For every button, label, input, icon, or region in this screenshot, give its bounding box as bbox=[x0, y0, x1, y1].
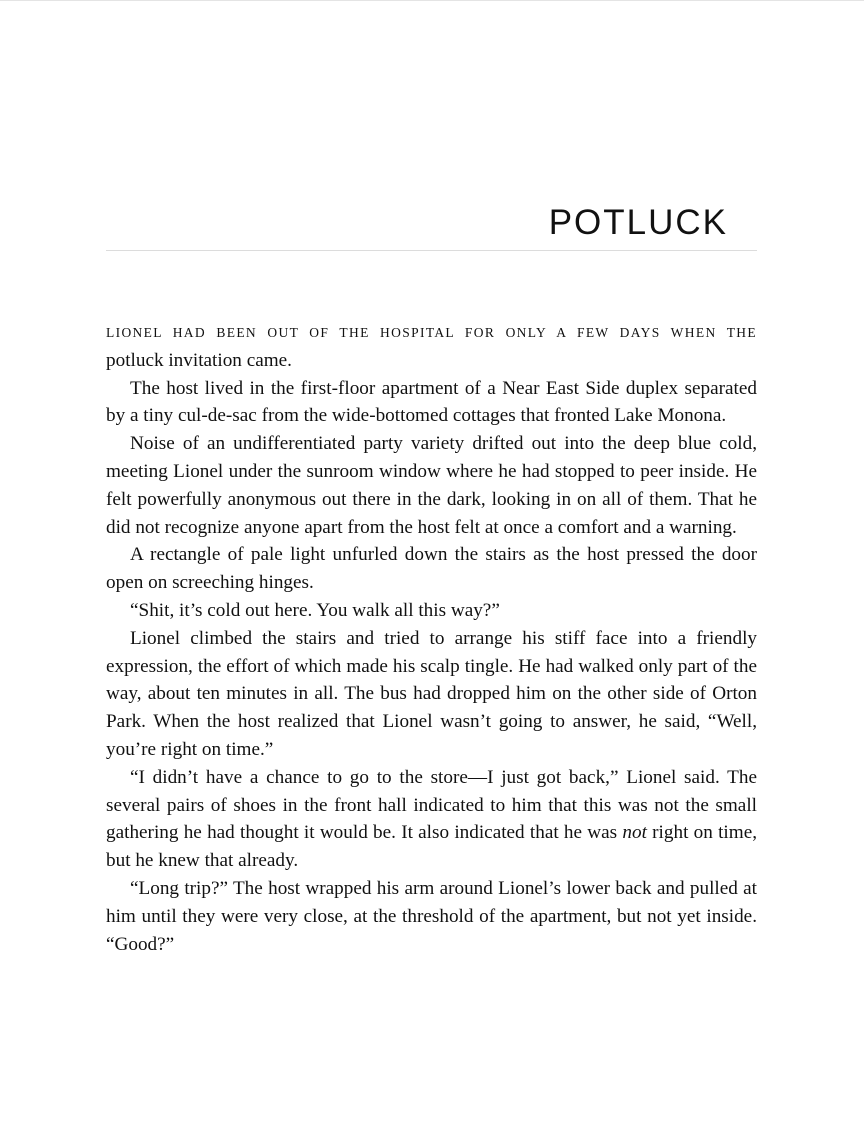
paragraph-5: “Shit, it’s cold out here. You walk all this way?” bbox=[130, 599, 500, 621]
paragraph-3: Noise of an undifferentiated party variety drifted out into the deep blue cold, meeting Lionel under the sunroom window where he had stopped to peer inside. He felt powerfully anonymous out there in the dark, looking in on all of them. That he did not recognize anyone apart from the host felt at once a comfort and a warning. bbox=[106, 433, 757, 538]
paragraph-2: The host lived in the first-floor apartment of a Near East Side duplex separated by a tiny cul-de-sac from the wide-bottomed cottages that fronted Lake Monona. bbox=[106, 377, 757, 427]
paragraph-7-text-before: “I didn’t have a chance to go to the store—I just got back,” Lionel said. The several pairs of shoes in the front hall indicated to him that this was not the small gathering he had thought it would be. It also indicated that he was bbox=[106, 766, 757, 844]
paragraph-8: “Long trip?” The host wrapped his arm around Lionel’s lower back and pulled at him until they were very close, at the threshold of the apartment, but not yet inside. “Good?” bbox=[106, 877, 757, 955]
chapter-body bbox=[106, 318, 757, 958]
paragraph-4: A rectangle of pale light unfurled down the stairs as the host pressed the door open on screeching hinges. bbox=[106, 544, 757, 594]
emphasized-word: not bbox=[622, 822, 647, 844]
paragraph-6: Lionel climbed the stairs and tried to arrange his stiff face into a friendly expression, the effort of which made his scalp tingle. He had walked only part of the way, about ten minutes in all. The bus had dropped him on the other side of Orton Park. When the host realized that Lionel wasn’t going to answer, he said, “Well, you’re right on time.” bbox=[106, 627, 757, 760]
small-caps-lead-in: LIONEL HAD BEEN OUT OF THE HOSPITAL FOR ONLY A FEW DAYS WHEN THE bbox=[106, 325, 757, 340]
paragraph-1-text: potluck invitation came. bbox=[106, 349, 292, 371]
paragraph-1 bbox=[106, 318, 757, 375]
chapter-title: POTLUCK bbox=[548, 203, 728, 242]
title-divider bbox=[106, 250, 757, 251]
paragraph-7 bbox=[106, 764, 757, 875]
paragraph-7-text-after: right on time, but he knew that already. bbox=[106, 822, 758, 872]
